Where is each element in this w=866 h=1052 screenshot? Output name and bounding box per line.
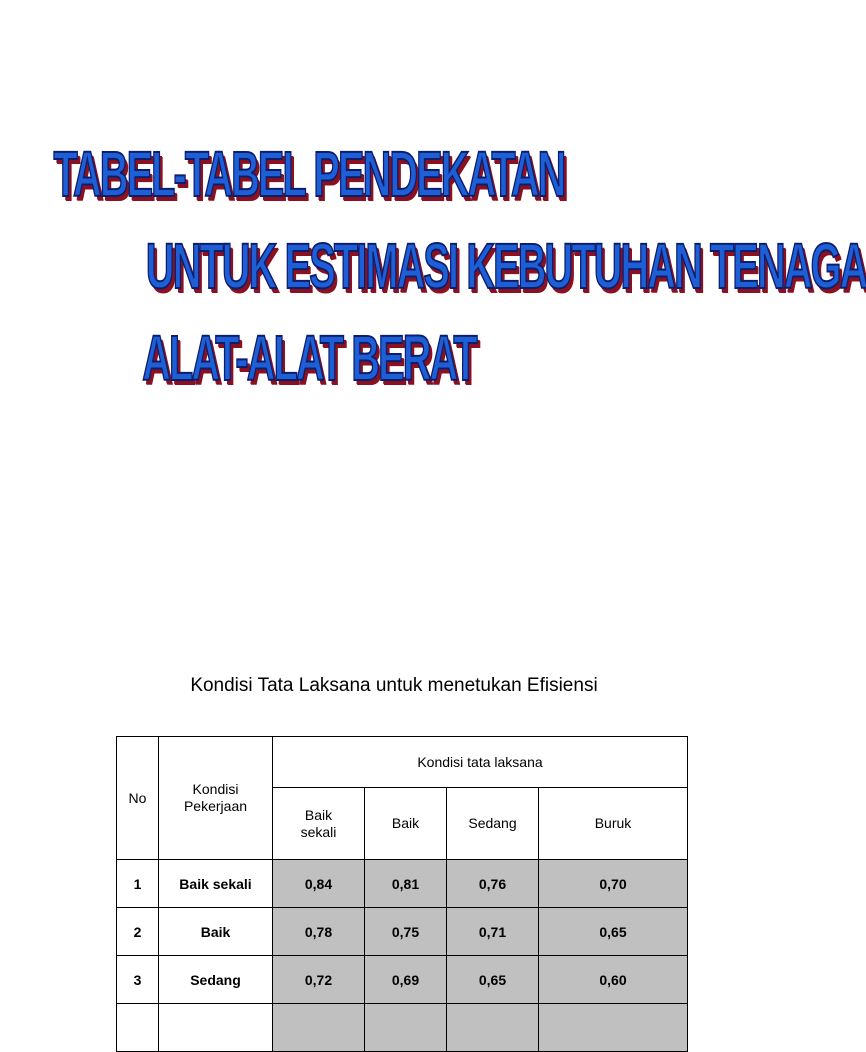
row-kondisi: Baik sekali (159, 860, 273, 908)
row-no: 3 (117, 956, 159, 1004)
title-line-1: TABEL-TABEL PENDEKATAN (53, 138, 565, 210)
row-no (117, 1004, 159, 1052)
table-row (117, 860, 688, 908)
table-row (117, 1004, 688, 1052)
row-value (273, 1004, 365, 1052)
row-value: 0,60 (539, 956, 688, 1004)
header-col-baik-sekali (273, 788, 365, 860)
row-value: 0,78 (273, 908, 365, 956)
header-kondisi-tata-laksana: Kondisi tata laksana (273, 737, 688, 788)
row-no: 1 (117, 860, 159, 908)
row-value (447, 1004, 539, 1052)
row-value: 0,65 (539, 908, 688, 956)
header-no: No (117, 737, 159, 860)
header-kondisi-pekerjaan (159, 737, 273, 860)
row-value: 0,84 (273, 860, 365, 908)
row-value: 0,75 (365, 908, 447, 956)
title-line-2: UNTUK ESTIMASI KEBUTUHAN TENAGA (145, 230, 866, 302)
row-value (365, 1004, 447, 1052)
row-kondisi: Sedang (159, 956, 273, 1004)
row-value: 0,69 (365, 956, 447, 1004)
row-kondisi (159, 1004, 273, 1052)
efficiency-table (116, 736, 688, 1052)
row-no: 2 (117, 908, 159, 956)
row-value: 0,76 (447, 860, 539, 908)
header-col-sedang: Sedang (447, 788, 539, 860)
header-col-baik-sekali-label: Baik sekali (300, 806, 337, 840)
header-kondisi-label: Kondisi Pekerjaan (183, 781, 248, 814)
row-value: 0,71 (447, 908, 539, 956)
row-value: 0,65 (447, 956, 539, 1004)
table-row (117, 956, 688, 1004)
row-value (539, 1004, 688, 1052)
header-col-baik: Baik (365, 788, 447, 860)
row-value: 0,81 (365, 860, 447, 908)
row-kondisi: Baik (159, 908, 273, 956)
table-row (117, 908, 688, 956)
row-value: 0,70 (539, 860, 688, 908)
row-value: 0,72 (273, 956, 365, 1004)
table-caption: Kondisi Tata Laksana untuk menetukan Efisiensi (190, 675, 598, 696)
title-line-3: ALAT-ALAT BERAT (142, 322, 476, 394)
page-title (0, 128, 866, 404)
header-col-buruk: Buruk (539, 788, 688, 860)
